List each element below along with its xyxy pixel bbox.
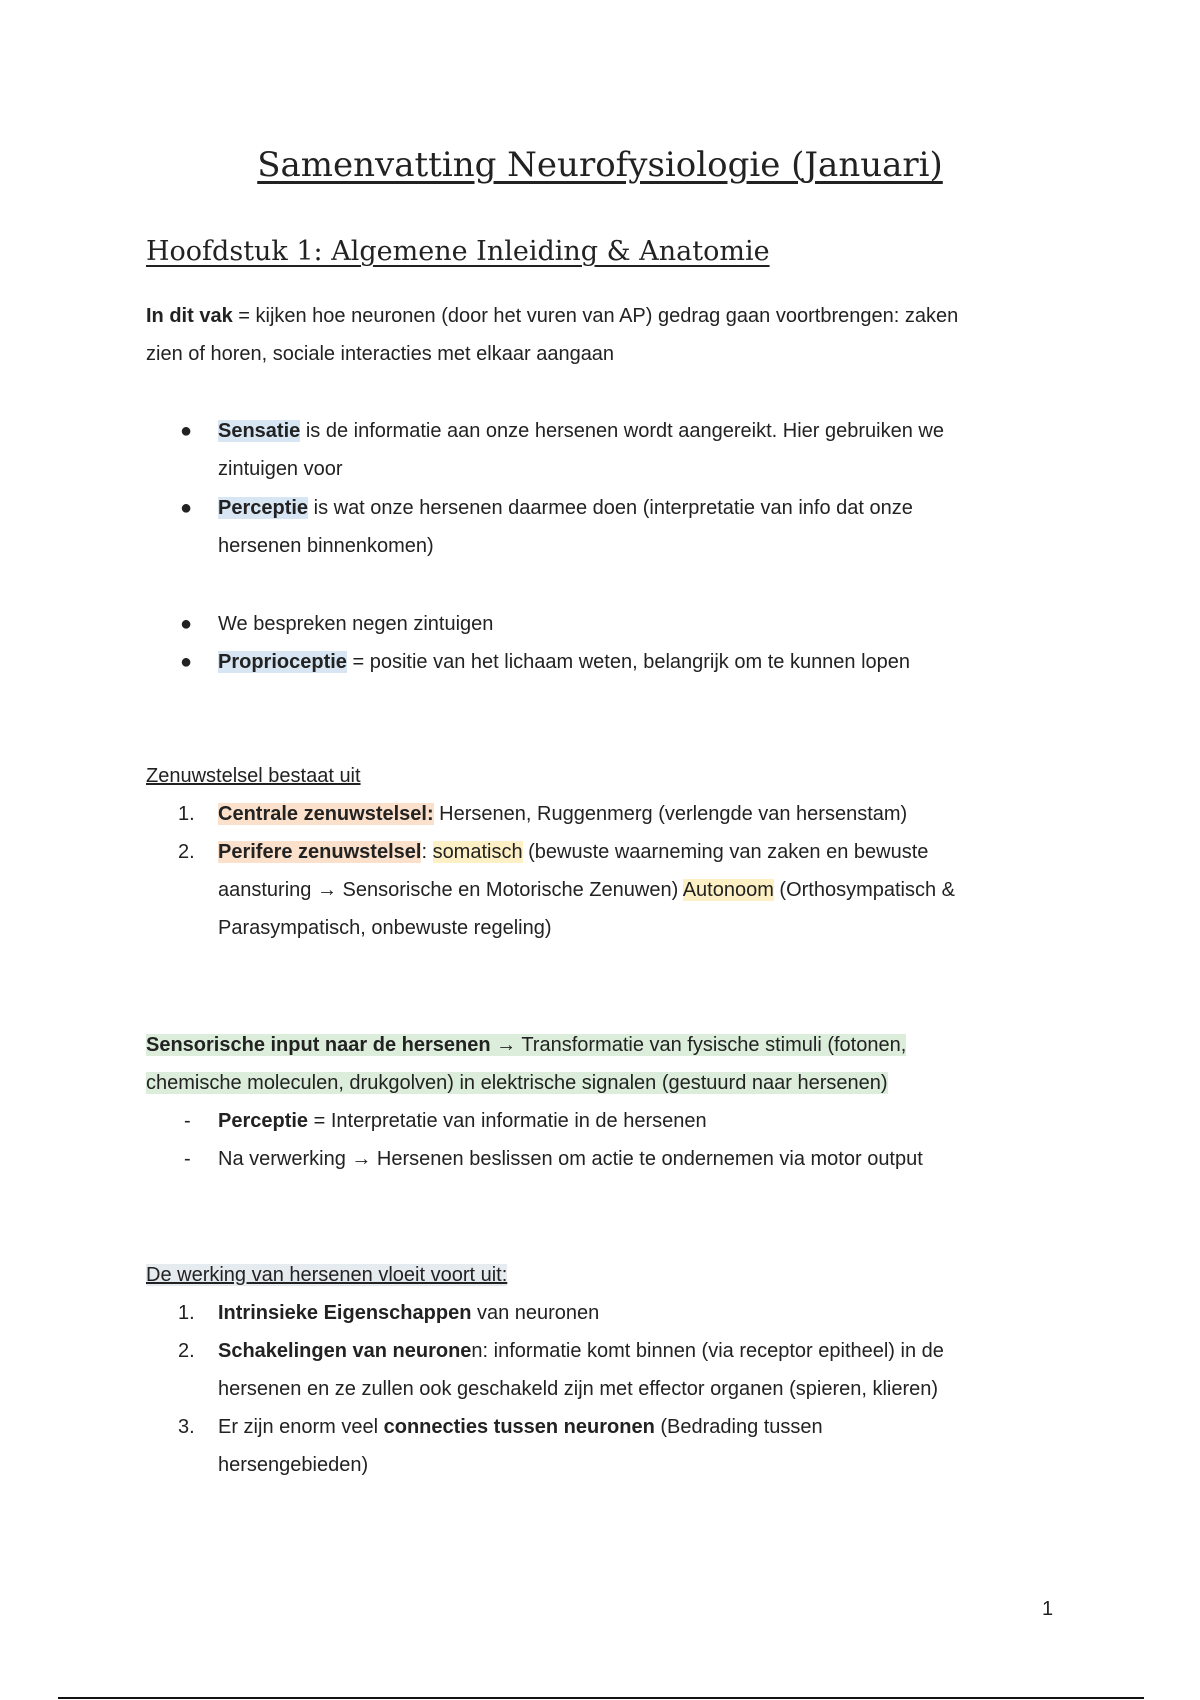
item-text: Er zijn enorm veel [218,1416,384,1438]
bullet-text: We bespreken negen zintuigen [218,613,494,635]
term-schakelingen: Schakelingen van neurone [218,1340,472,1362]
term-proprioceptie: Proprioceptie [218,651,347,673]
list-item [178,1294,1068,1332]
bullet-text: = positie van het lichaam weten, belangrijk om te kunnen lopen [346,651,911,673]
list-number: 1. [178,803,195,825]
document-title: Samenvatting Neurofysiologie (Januari) [257,145,943,185]
list-item [184,1140,1068,1178]
bullet-icon: ● [180,420,193,442]
bullet-text-cont: hersenen binnenkomen) [218,535,434,557]
bullet-text: is wat onze hersenen daarmee doen (interpretatie van info dat onze [308,497,913,519]
list-item [180,605,1068,643]
term-perceptie: Perceptie [218,497,309,519]
list-item [178,1408,1068,1484]
item-text: (bewuste waarneming van zaken en bewuste [522,841,929,863]
sensory-text-2: chemische moleculen, drukgolven) in elektrische signalen (gestuurd naar hersenen) [146,1072,888,1094]
section-heading-zenuwstelsel: Zenuwstelsel bestaat uit [146,765,361,787]
list-item [180,489,1068,565]
item-text-cont: (Orthosympatisch & [773,879,956,901]
list-number: 2. [178,841,195,863]
item-text-cont: aansturing → Sensorische en Motorische Zenuwen) [218,879,683,901]
list-item [178,795,1068,833]
intro-label: In dit vak [146,305,233,327]
page-number: 1 [1042,1598,1054,1620]
term-sensatie: Sensatie [218,420,301,442]
list-item [184,1102,1068,1140]
list-item [178,1332,1068,1408]
item-text-cont: hersengebieden) [218,1454,369,1476]
intro-line-2: zien of horen, sociale interacties met elkaar aangaan [146,343,615,365]
list-item [180,643,1068,681]
term-sensorische-input: Sensorische input naar de hersenen [146,1034,491,1056]
list-item [178,833,1068,947]
item-text: n: informatie komt binnen (via receptor epitheel) in de [471,1340,944,1362]
page-divider [58,1697,1144,1699]
sensory-highlight [146,1034,906,1056]
list-number: 1. [178,1302,195,1324]
item-text-cont: Parasympatisch, onbewuste regeling) [218,917,552,939]
bullet-text: is de informatie aan onze hersenen wordt aangereikt. Hier gebruiken we [300,420,944,442]
sensory-line-1 [146,1026,906,1064]
item-text: (Bedrading tussen [654,1416,823,1438]
item-text: = Interpretatie van informatie in de hersenen [308,1110,707,1132]
bullet-icon: ● [180,497,193,519]
term-intrinsieke: Intrinsieke Eigenschappen [218,1302,472,1324]
bullet-text-cont: zintuigen voor [218,458,343,480]
term-somatisch: somatisch [432,841,523,863]
dash-icon: - [184,1148,191,1170]
werking-heading-text: De werking van hersenen vloeit voort uit: [146,1264,508,1286]
item-text: Hersenen, Ruggenmerg (verlengde van hersenstam) [433,803,908,825]
term-perceptie-2: Perceptie [218,1110,309,1132]
sensory-line-2 [146,1064,888,1102]
list-number: 2. [178,1340,195,1362]
term-connecties: connecties tussen neuronen [383,1416,655,1438]
sensory-text-1: → Transformatie van fysische stimuli (fotonen, [490,1034,907,1056]
chapter-heading: Hoofdstuk 1: Algemene Inleiding & Anatomie [146,236,770,267]
list-item [180,412,1068,488]
item-text: Na verwerking → Hersenen beslissen om actie te ondernemen via motor output [218,1148,923,1170]
term-autonoom: Autonoom [682,879,774,901]
term-perifere: Perifere zenuwstelsel [218,841,422,863]
item-text-cont: hersenen en ze zullen ook geschakeld zijn met effector organen (spieren, klieren) [218,1378,939,1400]
item-colon: : [421,841,433,863]
bullet-icon: ● [180,613,193,635]
item-text: van neuronen [471,1302,600,1324]
term-centrale: Centrale zenuwstelsel: [218,803,434,825]
intro-line-1 [146,297,958,335]
intro-text-1: = kijken hoe neuronen (door het vuren van AP) gedrag gaan voortbrengen: zaken [232,305,959,327]
bullet-icon: ● [180,651,193,673]
dash-icon: - [184,1110,191,1132]
list-number: 3. [178,1416,195,1438]
section-heading-werking [146,1256,507,1294]
